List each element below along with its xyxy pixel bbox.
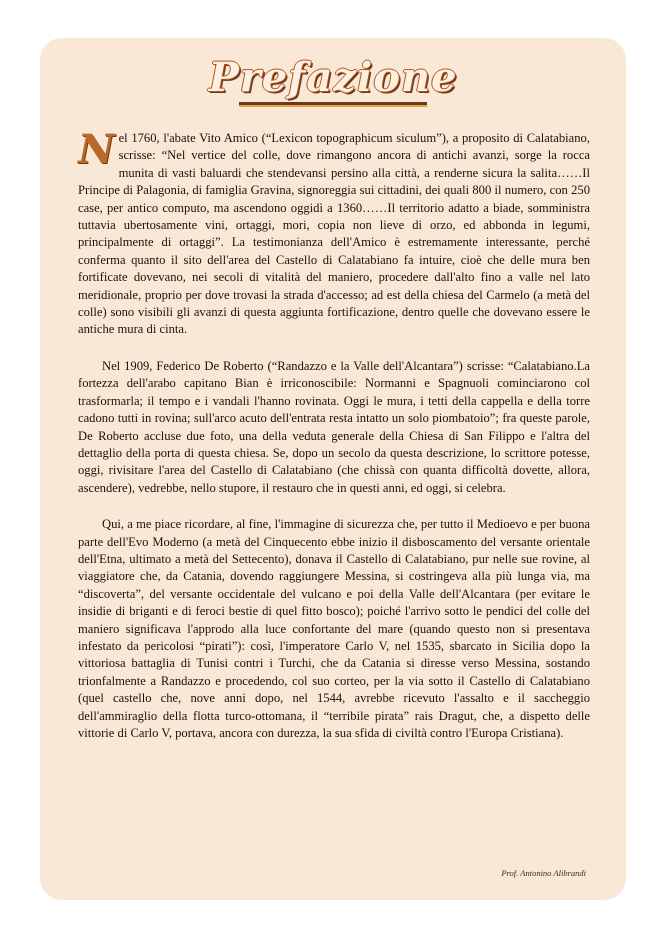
author-signature: Prof. Antonino Alibrandi xyxy=(501,868,586,878)
paragraph-1-text: el 1760, l'abate Vito Amico (“Lexicon topographicum siculum”), a proposito di Calatabiano, scrisse: “Nel vertice del colle, dove rimangono ancora di antichi avanzi, sorge la rocca munita di vasti baluardi che stendevansi persino alla città, a renderne sicura la salita……Il Principe di Palagonia, di famiglia Gravina, signoreggia sui cittadini, dei quali 800 il numero, con 250 case, per antico computo, ma ascendono oggidì a 1360……Il territorio adatto a biade, somministra tuttavia ubertosamente vini, ortaggi, mori, copia non lieve di orzo, ed abbonda in legumi, principalmente di ortaggi”. La testimonianza dell'Amico è estremamente interessante, perché conferma quanto il sito dell'area del Castello di Calatabiano fa intuire, cioè che delle mura ben fortificate dovevano, nei secoli di vitalità del maniero, procedere dall'alto fino a valle nel lato meridionale, proprio per dove trovasi la strada d'accesso; ad est della chiesa del Carmelo (a metà del colle) sono visibili gli avanzi di questa aggiunta fortificazione, dentro quelle che dovevano essere le antiche mura di cinta. xyxy=(78,131,590,337)
drop-cap: N xyxy=(78,126,115,173)
preface-body xyxy=(78,126,590,761)
title-block xyxy=(40,56,626,107)
paragraph-3: Qui, a me piace ricordare, al fine, l'immagine di sicurezza che, per tutto il Medioevo e per buona parte dell'Evo Moderno (a metà del Cinquecento ebbe inizio il disboscamento del versante orientale dell'Etna, ultimato a metà del Settecento), donava il Castello di Calatabiano, pur nelle sue rovine, al viaggiatore che, da Catania, dovendo raggiungere Messina, si costringeva alla più lunga via, ma “discoverta”, del versante occidentale del vulcano e poi della Valle dell'Alcantara (per evitare le insidie di briganti e di feroci bestie di quel fitto bosco); poiché l'arrivo sotto le pendici del colle del maniero significava l'approdo alla luce confortante del mare (quando questo non si presentava infestato da pericolosi “pirati”): così, l'imperatore Carlo V, nel 1535, sbarcato in Sicilia dopo la vittoriosa battaglia di Tunisi contri i Turchi, che da Catania si diresse verso Messina, sostando trionfalmente a Randazzo e procedendo, col suo corteo, per la via sotto il Castello di Calatabiano (quel castello che, nove anni dopo, nel 1544, avrebbe ricevuto l'assalto e il saccheggio dell'ammiraglio della flotta turco-ottomana, il “terribile pirata” rais Dragut, che, a dispetto delle vittorie di Carlo V, portava, ancora con durezza, la sua sfida di civiltà contro l'Europa Cristiana). xyxy=(78,517,590,740)
page-panel xyxy=(40,38,626,900)
title-underline xyxy=(239,102,427,107)
page-title: Prefazione xyxy=(208,54,458,101)
paragraph-1 xyxy=(78,126,590,339)
paragraph-2: Nel 1909, Federico De Roberto (“Randazzo e la Valle dell'Alcantara”) scrisse: “Calatabiano.La fortezza dell'arabo capitano Bian è irriconoscibile: Normanni e Spagnuoli cominciarono col trasformarla; il tempo e i vandali l'hanno rovinata. Oggi le mura, i tetti della cappella e della torre cadono tutti in rovina; sull'arco acuto dell'entrata resta intatto un solo piombatoio”; fra queste parole, De Roberto accluse due foto, una della veduta generale della Chiesa di San Filippo e l'altra del dettaglio della porta di questa chiesa. Se, dopo un secolo da questa descrizione, lo scrittore potesse, oggi, rivisitare l'area del Castello di Calatabiano (che chissà con quanta difficoltà dovette, allora, ascendere), vedrebbe, nello stupore, il restauro che in questi anni, ed oggi, si celebra. xyxy=(78,358,590,495)
